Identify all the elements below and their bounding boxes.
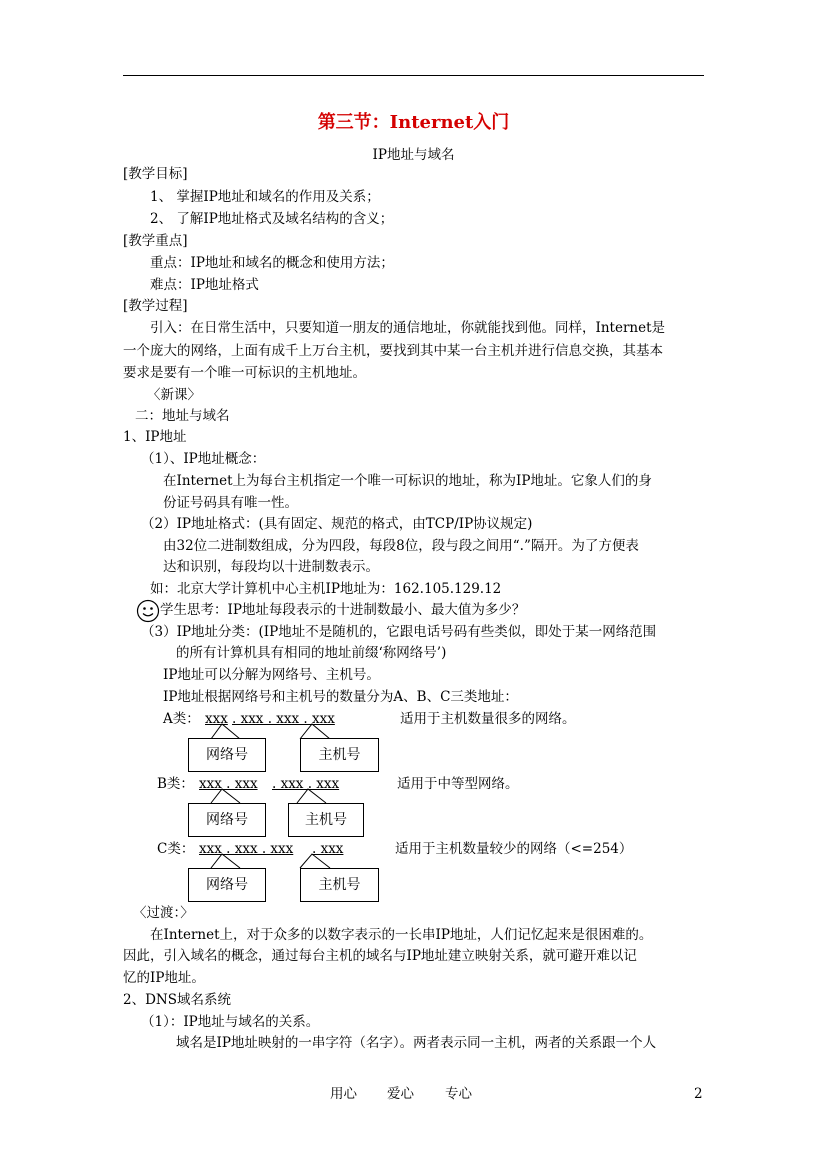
new-lesson: 〈新课〉 xyxy=(147,387,201,403)
intro-line-1: 引入：在日常生活中，只要知道一朋友的通信地址，你就能找到他。同样，Internet是 xyxy=(150,320,666,336)
ip-format-line-2: 达和识别，每段均以十进制数表示。 xyxy=(163,559,379,575)
footer-motto-2: 爱心 xyxy=(387,1086,414,1102)
dns-relation-heading: （1）：IP地址与域名的关系。 xyxy=(141,1014,320,1030)
part-2-heading: 二：地址与域名 xyxy=(135,408,230,424)
intro-line-2: 一个庞大的网络，上面有成千上万台主机，要找到其中某一台主机并进行信息交换，其基本 xyxy=(123,343,663,359)
b-net-box: 网络号 xyxy=(188,803,266,837)
b-class-host: . xxx . xxx xyxy=(272,776,340,792)
ip-class-heading-2: 的所有计算机具有相同的地址前缀‘称网络号’) xyxy=(176,645,447,661)
ip-concept-heading: （1）、IP地址概念： xyxy=(141,451,266,467)
goal-1: 1、 掌握IP地址和域名的作用及关系； xyxy=(150,189,380,205)
a-class-host: . xxx . xxx . xxx xyxy=(232,711,335,727)
a-class-label: A类： xyxy=(163,711,200,727)
b-class-net: xxx . xxx xyxy=(199,776,258,792)
c-class-net: xxx . xxx . xxx xyxy=(199,841,294,857)
ip-format-heading: （2）IP地址格式：(具有固定、规范的格式，由TCP/IP协议规定) xyxy=(141,516,533,532)
a-net-box: 网络号 xyxy=(188,738,266,772)
intro-line-3: 要求是要有一个唯一可标识的主机地址。 xyxy=(123,365,366,381)
b-class-desc: 适用于中等型网络。 xyxy=(397,776,519,792)
ip-split: IP地址可以分解为网络号、主机号。 xyxy=(163,667,380,683)
a-host-box: 主机号 xyxy=(300,738,379,772)
a-class-net: xxx xyxy=(205,711,228,727)
ip-heading: 1、IP地址 xyxy=(123,429,187,445)
c-class-desc: 适用于主机数量较少的网络（<=254） xyxy=(395,841,633,857)
ip-concept-line-2: 份证号码具有唯一性。 xyxy=(163,495,298,511)
a-class-desc: 适用于主机数量很多的网络。 xyxy=(400,711,576,727)
transition-line-2: 因此，引入域名的概念，通过每台主机的域名与IP地址建立映射关系，就可避开难以记 xyxy=(123,948,637,964)
focus-header: [教学重点] xyxy=(123,233,188,249)
difficulty-text: 难点：IP地址格式 xyxy=(150,277,259,293)
ip-concept-line-1: 在Internet上为每台主机指定一个唯一可标识的地址，称为IP地址。它象人们的身 xyxy=(163,473,652,489)
transition-line-1: 在Internet上，对于众多的以数字表示的一长串IP地址，人们记忆起来是很困难的。 xyxy=(150,927,653,943)
student-think: 学生思考：IP地址每段表示的十进制数最小、最大值为多少？ xyxy=(160,602,526,618)
footer-motto-1: 用心 xyxy=(330,1086,357,1102)
c-net-box: 网络号 xyxy=(188,868,266,902)
b-host-box: 主机号 xyxy=(288,803,364,837)
page-number: 2 xyxy=(694,1086,703,1102)
b-class-label: B类： xyxy=(157,776,194,792)
goals-header: [教学目标] xyxy=(123,166,188,182)
ip-class-heading-1: （3）IP地址分类：(IP地址不是随机的，它跟电话号码有些类似，即处于某一网络范围 xyxy=(141,624,657,640)
page-title: 第三节：Internet入门 xyxy=(317,112,510,133)
dns-relation-line-1: 域名是IP地址映射的一串字符（名字）。两者表示同一主机，两者的关系跟一个人 xyxy=(176,1035,657,1051)
focus-text: 重点：IP地址和域名的概念和使用方法； xyxy=(150,255,394,271)
process-header: [教学过程] xyxy=(123,298,188,314)
ip-three-classes: IP地址根据网络号和主机号的数量分为A、B、C三类地址： xyxy=(163,689,518,705)
transition-heading: 〈过渡：〉 xyxy=(133,905,194,921)
goal-2: 2、 了解IP地址格式及域名结构的含义； xyxy=(150,211,394,227)
subtitle: IP地址与域名 xyxy=(372,147,455,163)
ip-example: 如：北京大学计算机中心主机IP地址为：162.105.129.12 xyxy=(150,581,502,597)
dns-heading: 2、DNS域名系统 xyxy=(123,992,231,1008)
c-class-label: C类： xyxy=(157,841,195,857)
ip-format-line-1: 由32位二进制数组成，分为四段，每段8位，段与段之间用“.”隔开。为了方便表 xyxy=(163,538,639,554)
footer-motto-3: 专心 xyxy=(445,1086,472,1102)
transition-line-3: 忆的IP地址。 xyxy=(123,970,205,986)
c-host-box: 主机号 xyxy=(300,868,379,902)
c-class-host: . xxx xyxy=(312,841,344,857)
